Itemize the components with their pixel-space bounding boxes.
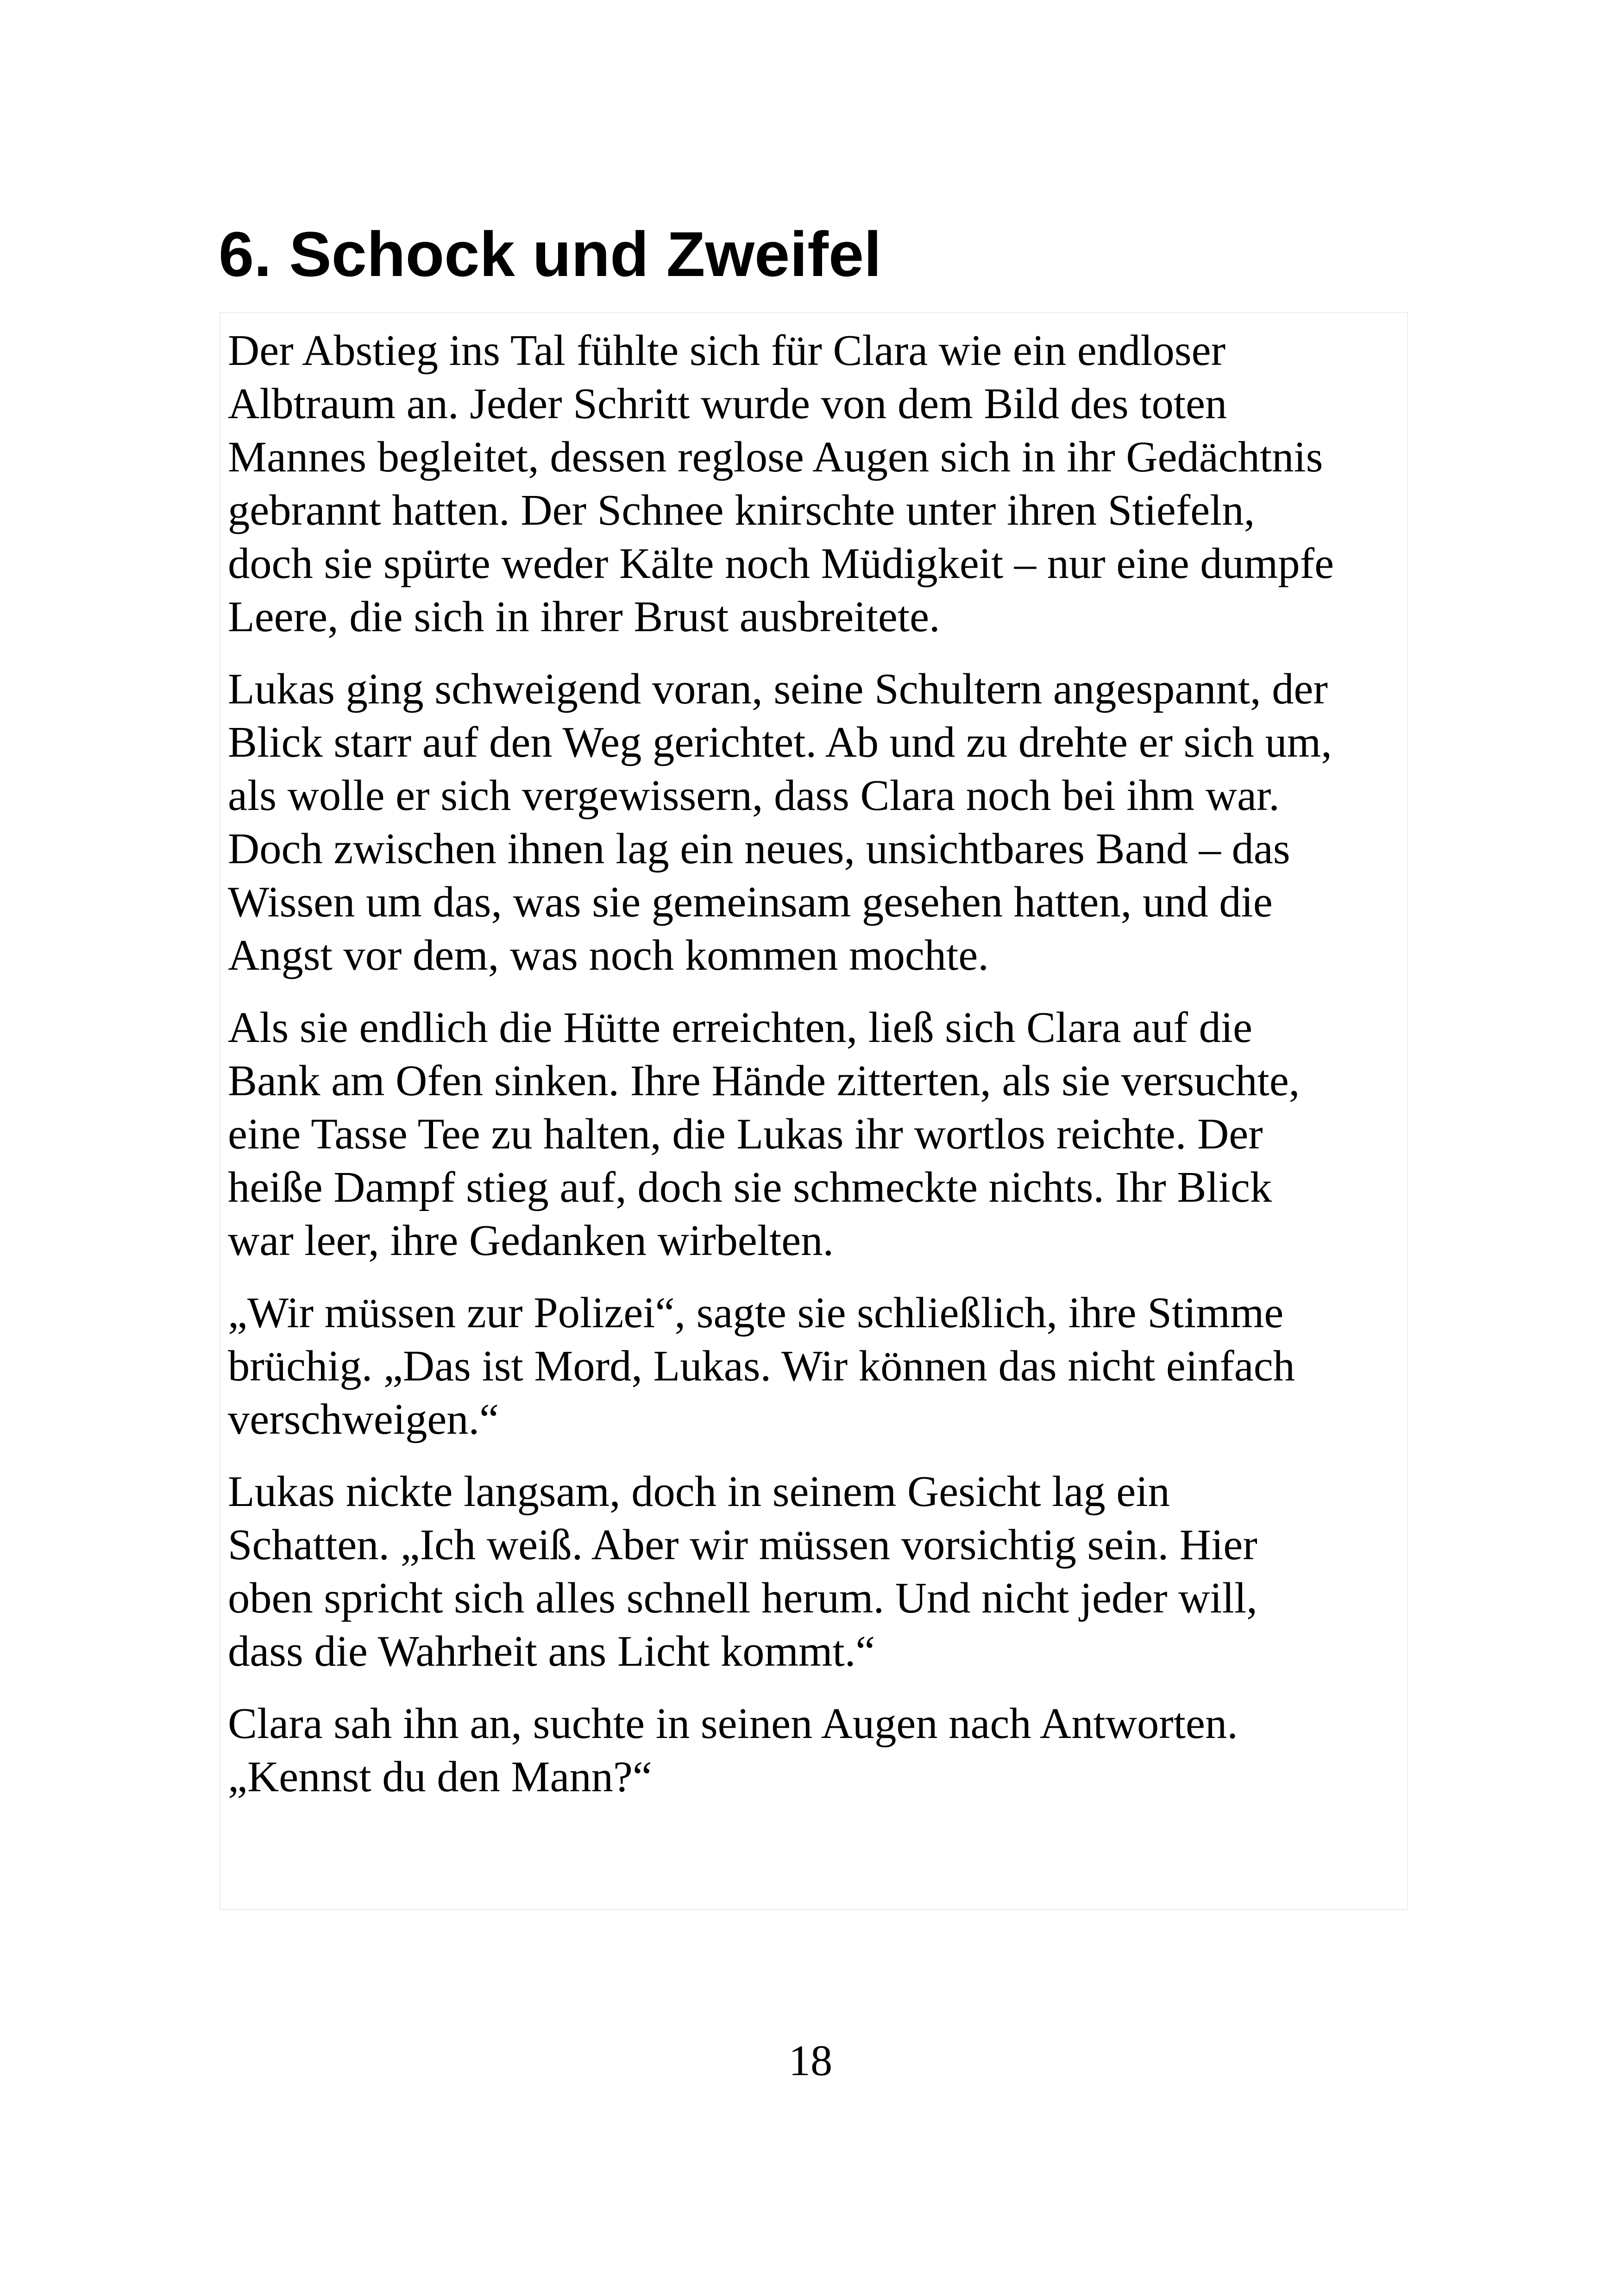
- text-line: als wolle er sich vergewissern, dass Clara noch bei ihm war.: [228, 772, 1280, 820]
- paragraph: [228, 1697, 1407, 1804]
- text-line: Leere, die sich in ihrer Brust ausbreitete.: [228, 593, 940, 641]
- text-line: dass die Wahrheit ans Licht kommt.“: [228, 1627, 875, 1675]
- text-line: oben spricht sich alles schnell herum. Und nicht jeder will,: [228, 1574, 1257, 1622]
- text-line: Lukas ging schweigend voran, seine Schultern angespannt, der: [228, 665, 1328, 713]
- text-line: Der Abstieg ins Tal fühlte sich für Clara wie ein endloser: [228, 326, 1226, 375]
- text-line: heiße Dampf stieg auf, doch sie schmeckte nichts. Ihr Blick: [228, 1163, 1272, 1211]
- page-number: 18: [788, 2037, 833, 2085]
- text-line: „Kennst du den Mann?“: [228, 1753, 652, 1801]
- paragraph: [228, 663, 1407, 982]
- text-frame: [220, 312, 1408, 1910]
- text-line: Doch zwischen ihnen lag ein neues, unsichtbares Band – das: [228, 825, 1290, 873]
- text-line: Angst vor dem, was noch kommen mochte.: [228, 931, 989, 979]
- text-line: verschweigen.“: [228, 1395, 499, 1443]
- text-line: war leer, ihre Gedanken wirbelten.: [228, 1217, 834, 1265]
- text-line: Schatten. „Ich weiß. Aber wir müssen vorsichtig sein. Hier: [228, 1521, 1257, 1569]
- text-line: „Wir müssen zur Polizei“, sagte sie schließlich, ihre Stimme: [228, 1289, 1284, 1337]
- text-line: Lukas nickte langsam, doch in seinem Gesicht lag ein: [228, 1468, 1170, 1516]
- text-line: Mannes begleitet, dessen reglose Augen sich in ihr Gedächtnis: [228, 433, 1323, 481]
- text-line: brüchig. „Das ist Mord, Lukas. Wir können das nicht einfach: [228, 1342, 1295, 1390]
- text-line: Clara sah ihn an, suchte in seinen Augen nach Antworten.: [228, 1700, 1238, 1748]
- paragraph: [228, 1465, 1407, 1678]
- paragraph: [228, 1001, 1407, 1267]
- text-line: gebrannt hatten. Der Schnee knirschte unter ihren Stiefeln,: [228, 486, 1255, 534]
- text-line: Bank am Ofen sinken. Ihre Hände zitterten, als sie versuchte,: [228, 1057, 1300, 1105]
- text-line: Albtraum an. Jeder Schritt wurde von dem Bild des toten: [228, 380, 1227, 428]
- text-line: Als sie endlich die Hütte erreichten, ließ sich Clara auf die: [228, 1004, 1253, 1052]
- text-line: Blick starr auf den Weg gerichtet. Ab und zu drehte er sich um,: [228, 718, 1332, 766]
- text-line: eine Tasse Tee zu halten, die Lukas ihr wortlos reichte. Der: [228, 1110, 1263, 1158]
- paragraph: [228, 1286, 1407, 1446]
- paragraph: [228, 324, 1407, 644]
- text-line: doch sie spürte weder Kälte noch Müdigkeit – nur eine dumpfe: [228, 539, 1334, 588]
- text-line: Wissen um das, was sie gemeinsam gesehen hatten, und die: [228, 878, 1273, 926]
- chapter-title: 6. Schock und Zweifel: [219, 219, 882, 290]
